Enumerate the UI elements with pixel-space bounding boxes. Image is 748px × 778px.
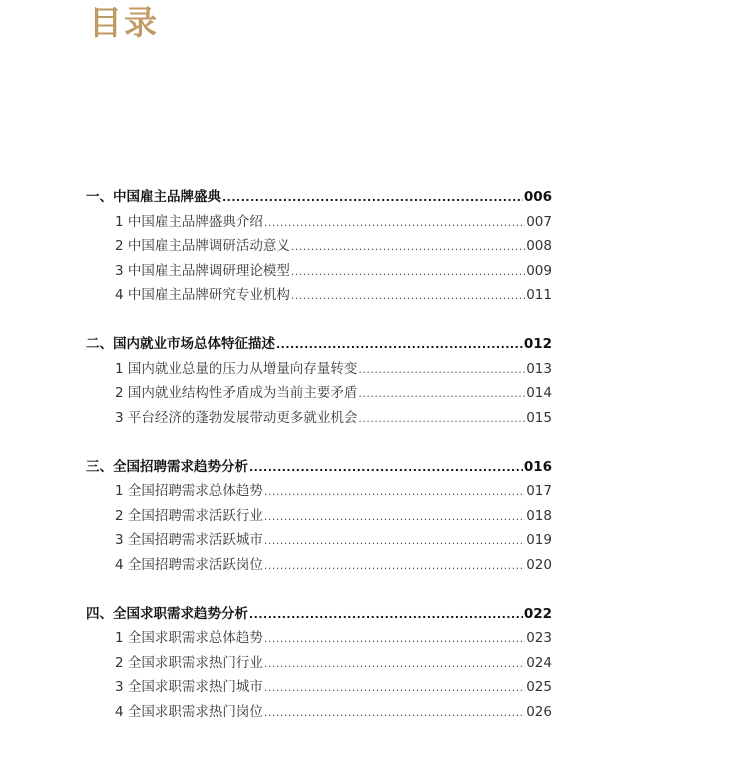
toc-heading-label: 四、全国求职需求趋势分析 bbox=[86, 605, 248, 622]
toc-entry[interactable] bbox=[86, 675, 552, 700]
toc-section-1 bbox=[86, 185, 552, 308]
toc-heading[interactable] bbox=[86, 332, 552, 357]
table-of-contents bbox=[86, 185, 552, 749]
toc-entry[interactable] bbox=[86, 479, 552, 504]
toc-leader-dots bbox=[264, 480, 525, 505]
toc-page-number: 006 bbox=[523, 189, 552, 205]
toc-entry-label: 1 中国雇主品牌盛典介绍 bbox=[115, 213, 263, 230]
toc-section-4 bbox=[86, 602, 552, 725]
toc-leader-dots bbox=[291, 260, 525, 285]
toc-page-number: 024 bbox=[526, 654, 552, 671]
toc-page-number: 007 bbox=[526, 213, 552, 230]
toc-leader-dots bbox=[249, 456, 523, 481]
toc-leader-dots bbox=[264, 676, 525, 701]
toc-section-2 bbox=[86, 332, 552, 430]
toc-leader-dots bbox=[222, 186, 523, 211]
toc-page-number: 022 bbox=[523, 605, 552, 622]
toc-entry[interactable] bbox=[86, 234, 552, 259]
toc-page-number: 014 bbox=[526, 385, 552, 401]
toc-entry-label: 4 全国招聘需求活跃岗位 bbox=[115, 556, 263, 573]
toc-page-number: 023 bbox=[526, 630, 552, 646]
toc-page-number: 018 bbox=[526, 507, 552, 524]
toc-entry-label: 3 平台经济的蓬勃发展带动更多就业机会 bbox=[115, 409, 358, 426]
toc-entry[interactable] bbox=[86, 504, 552, 529]
toc-heading[interactable] bbox=[86, 602, 552, 627]
toc-entry[interactable] bbox=[86, 283, 552, 308]
toc-heading-label: 一、中国雇主品牌盛典 bbox=[86, 189, 221, 205]
toc-leader-dots bbox=[291, 235, 525, 260]
toc-entry-label: 1 国内就业总量的压力从增量向存量转变 bbox=[115, 360, 358, 377]
toc-entry[interactable] bbox=[86, 528, 552, 553]
toc-page-number: 026 bbox=[526, 703, 552, 720]
toc-entry-label: 2 全国求职需求热门行业 bbox=[115, 654, 263, 671]
toc-entry[interactable] bbox=[86, 700, 552, 725]
toc-entry-label: 3 全国招聘需求活跃城市 bbox=[115, 532, 263, 548]
toc-entry[interactable] bbox=[86, 651, 552, 676]
toc-heading[interactable] bbox=[86, 185, 552, 210]
toc-entry-label: 3 全国求职需求热门城市 bbox=[115, 679, 263, 695]
toc-heading[interactable] bbox=[86, 455, 552, 480]
toc-entry[interactable] bbox=[86, 626, 552, 651]
page-title: 目录 bbox=[89, 3, 159, 42]
toc-entry-label: 1 全国求职需求总体趋势 bbox=[115, 630, 263, 646]
toc-page-number: 025 bbox=[526, 679, 552, 695]
toc-page-number: 009 bbox=[526, 262, 552, 279]
toc-leader-dots bbox=[249, 603, 523, 628]
toc-leader-dots bbox=[291, 284, 525, 309]
toc-entry[interactable] bbox=[86, 357, 552, 382]
toc-leader-dots bbox=[276, 333, 523, 358]
toc-leader-dots bbox=[264, 505, 525, 530]
toc-entry-label: 1 全国招聘需求总体趋势 bbox=[115, 483, 263, 499]
toc-heading-label: 二、国内就业市场总体特征描述 bbox=[86, 336, 275, 352]
toc-heading-label: 三、全国招聘需求趋势分析 bbox=[86, 458, 248, 475]
toc-leader-dots bbox=[264, 529, 525, 554]
toc-leader-dots bbox=[358, 358, 525, 383]
toc-entry[interactable] bbox=[86, 406, 552, 431]
toc-section-3 bbox=[86, 455, 552, 578]
toc-page-number: 019 bbox=[526, 532, 552, 548]
toc-leader-dots bbox=[358, 407, 525, 432]
toc-page-number: 020 bbox=[526, 556, 552, 573]
toc-entry-label: 2 国内就业结构性矛盾成为当前主要矛盾 bbox=[115, 385, 358, 401]
toc-leader-dots bbox=[264, 652, 525, 677]
toc-entry[interactable] bbox=[86, 381, 552, 406]
toc-page-number: 013 bbox=[526, 360, 552, 377]
toc-leader-dots bbox=[264, 701, 525, 726]
toc-entry[interactable] bbox=[86, 259, 552, 284]
toc-page-number: 012 bbox=[523, 336, 552, 352]
toc-leader-dots bbox=[264, 211, 525, 236]
toc-page-number: 015 bbox=[526, 409, 552, 426]
toc-entry[interactable] bbox=[86, 553, 552, 578]
toc-page-number: 011 bbox=[526, 287, 552, 303]
toc-page-number: 017 bbox=[526, 483, 552, 499]
toc-entry-label: 2 中国雇主品牌调研活动意义 bbox=[115, 238, 290, 254]
toc-leader-dots bbox=[358, 382, 525, 407]
toc-entry-label: 4 中国雇主品牌研究专业机构 bbox=[115, 287, 290, 303]
toc-entry-label: 2 全国招聘需求活跃行业 bbox=[115, 507, 263, 524]
toc-page-number: 008 bbox=[526, 238, 552, 254]
toc-leader-dots bbox=[264, 627, 525, 652]
toc-leader-dots bbox=[264, 554, 525, 579]
toc-entry[interactable] bbox=[86, 210, 552, 235]
toc-entry-label: 4 全国求职需求热门岗位 bbox=[115, 703, 263, 720]
toc-page-number: 016 bbox=[523, 458, 552, 475]
toc-entry-label: 3 中国雇主品牌调研理论模型 bbox=[115, 262, 290, 279]
